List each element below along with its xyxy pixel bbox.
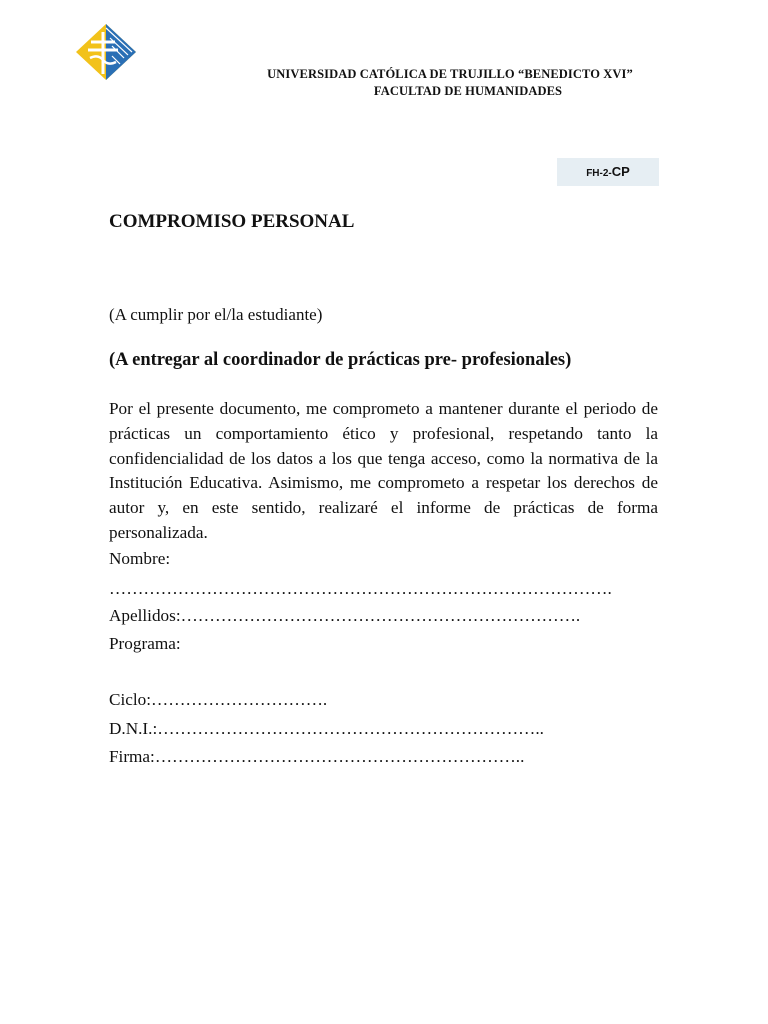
nombre-label: Nombre: (109, 549, 171, 568)
faculty-name: FACULTAD DE HUMANIDADES (373, 84, 563, 98)
ciclo-field: Ciclo:…………………………. (109, 690, 328, 709)
commitment-paragraph: Por el presente documento, me comprometo a mantener durante el periodo de prácticas un comportamiento ético y profesional, respetando tanto la confidencialidad de los datos a los que tenga acceso, como la normativa de la Institución Educativa. Asimismo, me comprometo a respetar los derechos de autor y, en este sentido, realizaré el informe de prácticas de forma personalizada. (109, 399, 658, 542)
firma-field: Firma:……………………………………………………….. (109, 747, 525, 766)
document-title: COMPROMISO PERSONAL (109, 211, 355, 232)
university-logo (76, 24, 136, 80)
apellidos-field: Apellidos:……………………………………………………………. (109, 606, 581, 625)
dni-field: D.N.I.:………………………………………………………….. (109, 719, 544, 738)
form-code-badge (557, 158, 659, 186)
university-name: UNIVERSIDAD CATÓLICA DE TRUJILLO “BENEDICTO XVI” (267, 67, 633, 81)
nombre-line: ……………………………………………………………………………. (109, 579, 612, 598)
form-code-prefix: FH-2- (586, 168, 612, 179)
subtitle-coordinator: (A entregar al coordinador de prácticas pre- profesionales) (109, 350, 572, 370)
form-code-suffix: CP (611, 164, 630, 179)
subtitle-student: (A cumplir por el/la estudiante) (109, 305, 323, 324)
programa-label: Programa: (109, 634, 181, 653)
